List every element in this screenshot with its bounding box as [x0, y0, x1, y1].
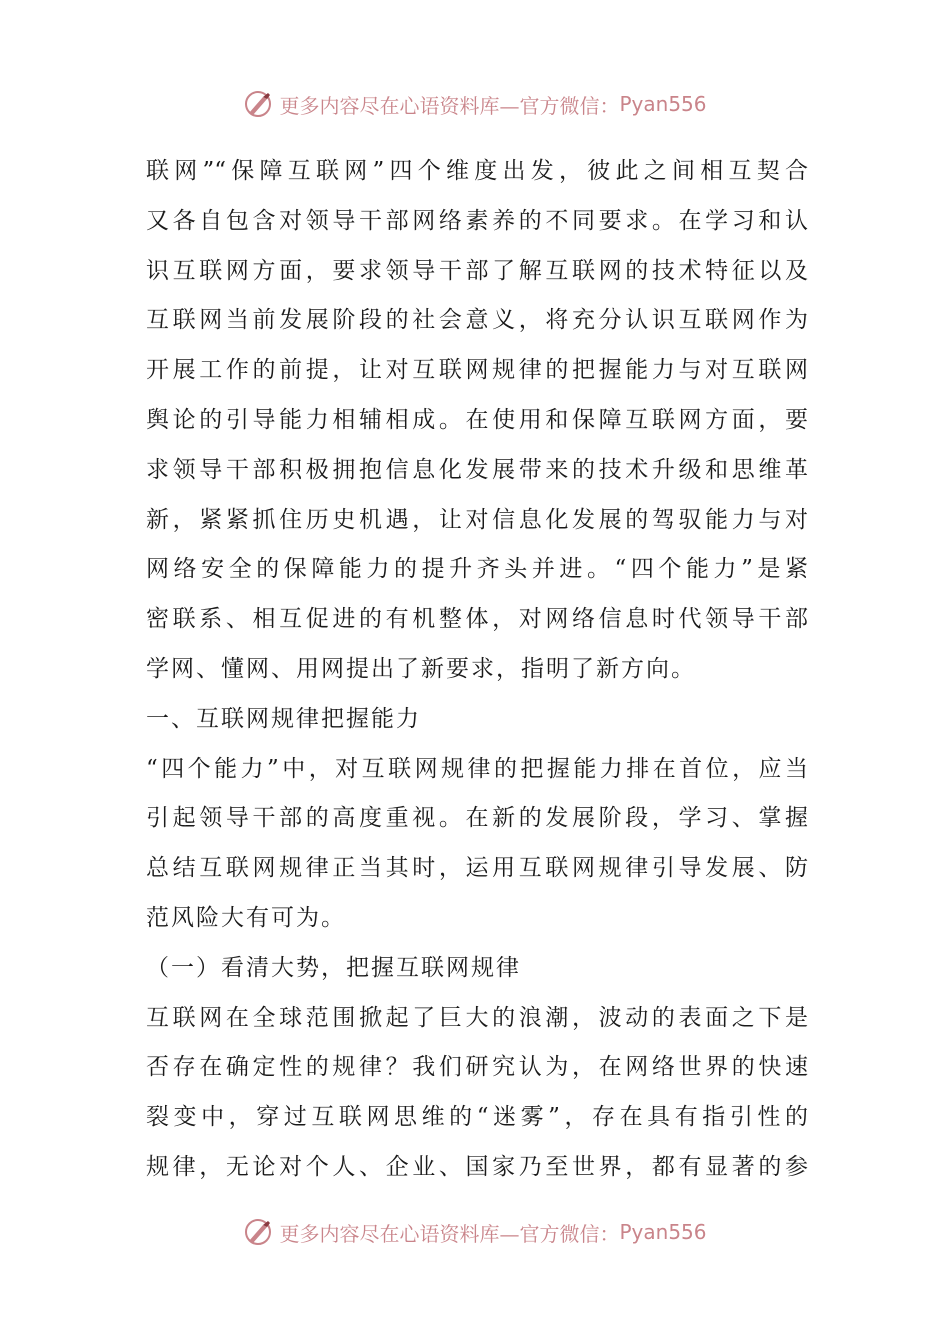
text-line: 联网”“保障互联网”四个维度出发，彼此之间相互契合 — [146, 158, 808, 184]
pen-logo-icon — [243, 1217, 273, 1247]
text-line: 求领导干部积极拥抱信息化发展带来的技术升级和思维革 — [146, 456, 808, 483]
banner-wechat-id: Pyan556 — [619, 92, 707, 116]
text-line: 新，紧紧抓住历史机遇，让对信息化发展的驾驭能力与对 — [146, 506, 808, 533]
text-line: 又各自包含对领导干部网络素养的不同要求。在学习和认 — [146, 207, 808, 234]
text-line: 否存在确定性的规律？我们研究认为，在网络世界的快速 — [146, 1054, 808, 1081]
header-banner — [0, 84, 950, 124]
text-line: 互联网在全球范围掀起了巨大的浪潮，波动的表面之下是 — [146, 1004, 808, 1031]
text-line: 开展工作的前提，让对互联网规律的把握能力与对互联网 — [146, 357, 808, 384]
text-line: 舆论的引导能力相辅相成。在使用和保障互联网方面，要 — [146, 406, 808, 433]
text-line: 总结互联网规律正当其时，运用互联网规律引导发展、防 — [146, 855, 808, 882]
banner-text: 更多内容尽在心语资料库—官方微信： — [279, 93, 620, 118]
text-line: 规律，无论对个人、企业、国家乃至世界，都有显著的参 — [146, 1153, 808, 1180]
text-line: “四个能力”中，对互联网规律的把握能力排在首位，应当 — [146, 755, 808, 782]
subsection-heading: （一）看清大势，把握互联网规律 — [146, 954, 521, 981]
text-line: 引起领导干部的高度重视。在新的发展阶段，学习、掌握 — [146, 805, 808, 832]
text-line: 互联网当前发展阶段的社会意义，将充分认识互联网作为 — [146, 307, 808, 334]
footer-banner — [0, 1212, 950, 1252]
banner-text: 更多内容尽在心语资料库—官方微信： — [279, 1221, 620, 1246]
banner-wechat-id: Pyan556 — [619, 1220, 707, 1244]
text-line: 密联系、相互促进的有机整体，对网络信息时代领导干部 — [146, 606, 808, 633]
section-heading: 一、互联网规律把握能力 — [146, 705, 421, 732]
text-line: 识互联网方面，要求领导干部了解互联网的技术特征以及 — [146, 257, 808, 284]
text-line: 裂变中，穿过互联网思维的“迷雾”，存在具有指引性的 — [146, 1104, 808, 1131]
document-body — [146, 147, 808, 1193]
text-line: 学网、懂网、用网提出了新要求，指明了新方向。 — [146, 655, 696, 682]
text-line: 网络安全的保障能力的提升齐头并进。“四个能力”是紧 — [146, 556, 808, 583]
text-line: 范风险大有可为。 — [146, 904, 346, 931]
pen-logo-icon — [243, 89, 273, 119]
